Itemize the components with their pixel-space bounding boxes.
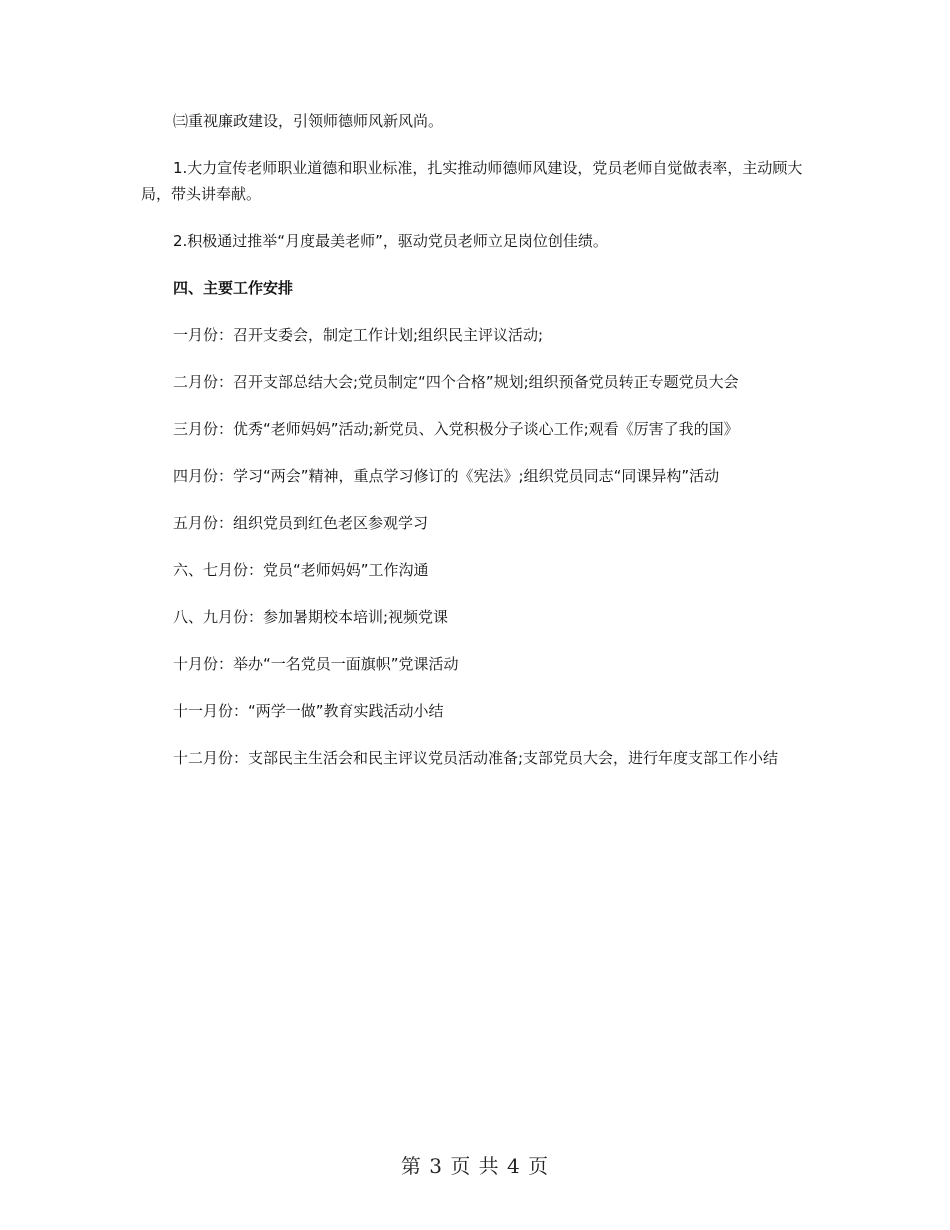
schedule-december: 十二月份：支部民主生活会和民主评议党员活动准备;支部党员大会，进行年度支部工作小结 xyxy=(173,749,779,767)
schedule-january: 一月份：召开支委会，制定工作计划;组织民主评议活动; xyxy=(173,326,544,344)
paragraph-integrity-section: ㈢重视廉政建设，引领师德师风新风尚。 xyxy=(173,112,444,130)
document-body xyxy=(141,108,807,792)
section-heading-work-plan: 四、主要工作安排 xyxy=(173,279,294,297)
page-number-footer: 第 3 页 共 4 页 xyxy=(400,1154,550,1178)
paragraph-item-1: 1.大力宣传老师职业道德和职业标准，扎实推动师德师风建设，党员老师自觉做表率，主动顾大局，带头讲奉献。 xyxy=(141,159,803,203)
schedule-may: 五月份：组织党员到红色老区参观学习 xyxy=(173,514,429,532)
schedule-november: 十一月份：“两学一做”教育实践活动小结 xyxy=(173,702,444,720)
schedule-june-july: 六、七月份：党员“老师妈妈”工作沟通 xyxy=(173,561,429,579)
paragraph-item-2: 2.积极通过推举“月度最美老师”，驱动党员老师立足岗位创佳绩。 xyxy=(173,232,608,250)
schedule-february: 二月份：召开支部总结大会;党员制定“四个合格”规划;组织预备党员转正专题党员大会 xyxy=(173,373,739,391)
schedule-april: 四月份：学习“两会”精神，重点学习修订的《宪法》;组织党员同志“同课异构”活动 xyxy=(173,467,720,485)
schedule-march: 三月份：优秀“老师妈妈”活动;新党员、入党积极分子谈心工作;观看《厉害了我的国》 xyxy=(173,420,739,438)
schedule-august-september: 八、九月份：参加暑期校本培训;视频党课 xyxy=(173,608,449,626)
schedule-october: 十月份：举办“一名党员一面旗帜”党课活动 xyxy=(173,655,459,673)
